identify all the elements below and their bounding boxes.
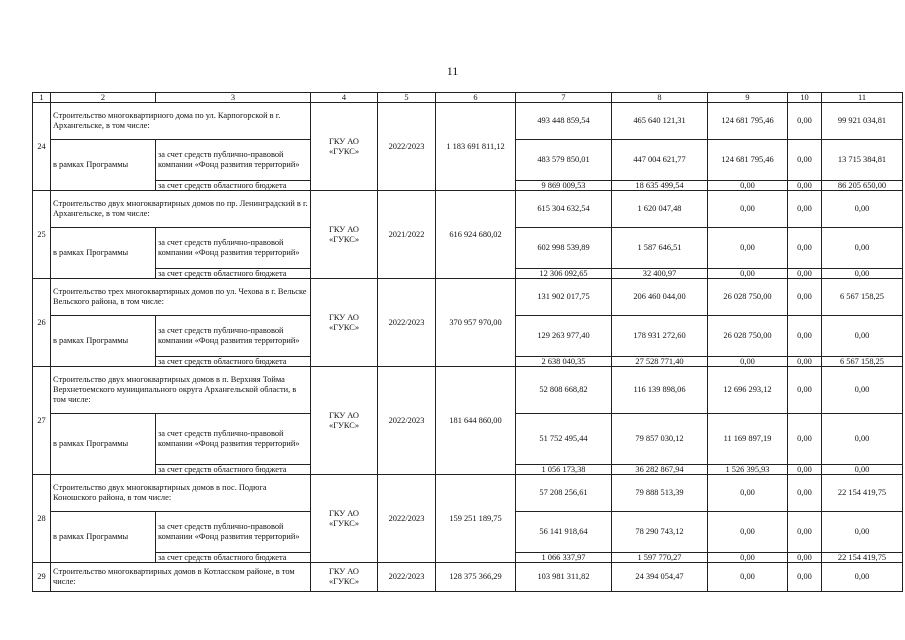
table-row bbox=[33, 103, 903, 140]
total-amount: 99 921 034,81 bbox=[822, 103, 903, 140]
total-amount: 6 567 158,25 bbox=[822, 279, 903, 316]
regional-amount: 0,00 bbox=[788, 465, 822, 475]
object-name: Строительство двух многоквартирных домов в пос. Подюга Коношского района, в том числе: bbox=[51, 475, 311, 512]
estimated-cost: 1 183 691 811,12 bbox=[436, 103, 516, 191]
customer: ГКУ АО «ГУКС» bbox=[311, 367, 378, 475]
regional-amount: 0,00 bbox=[708, 269, 788, 279]
fond-amount: 0,00 bbox=[708, 512, 788, 553]
fond-amount: 0,00 bbox=[822, 228, 903, 269]
fond-amount: 447 004 621,77 bbox=[612, 140, 708, 181]
fond-amount: 0,00 bbox=[708, 228, 788, 269]
program-label: в рамках Программы bbox=[51, 512, 156, 563]
estimated-cost: 181 644 860,00 bbox=[436, 367, 516, 475]
program-label: в рамках Программы bbox=[51, 414, 156, 475]
total-amount: 493 448 859,54 bbox=[516, 103, 612, 140]
customer: ГКУ АО «ГУКС» bbox=[311, 563, 378, 592]
customer: ГКУ АО «ГУКС» bbox=[311, 279, 378, 367]
total-amount: 124 681 795,46 bbox=[708, 103, 788, 140]
total-amount: 206 460 044,00 bbox=[612, 279, 708, 316]
estimated-cost: 370 957 970,00 bbox=[436, 279, 516, 367]
header-cell: 1 bbox=[33, 93, 51, 103]
total-amount: 0,00 bbox=[822, 191, 903, 228]
regional-amount: 86 205 650,00 bbox=[822, 181, 903, 191]
fond-amount: 129 263 977,40 bbox=[516, 316, 612, 357]
total-amount: 0,00 bbox=[788, 367, 822, 414]
header-cell: 6 bbox=[436, 93, 516, 103]
total-amount: 0,00 bbox=[708, 191, 788, 228]
regional-amount: 0,00 bbox=[708, 553, 788, 563]
funding-source-regional: за счет средств областного бюджета bbox=[156, 553, 311, 563]
regional-amount: 6 567 158,25 bbox=[822, 357, 903, 367]
object-name: Строительство многоквартирных домов в Котласском районе, в том числе: bbox=[51, 563, 311, 592]
header-cell: 10 bbox=[788, 93, 822, 103]
fond-amount: 51 752 495,44 bbox=[516, 414, 612, 465]
regional-amount: 12 306 092,65 bbox=[516, 269, 612, 279]
funding-source-regional: за счет средств областного бюджета bbox=[156, 357, 311, 367]
fond-amount: 1 587 646,51 bbox=[612, 228, 708, 269]
header-cell: 7 bbox=[516, 93, 612, 103]
program-label: в рамках Программы bbox=[51, 316, 156, 367]
funding-source-fond: за счет средств публично-правовой компании «Фонд развития территорий» bbox=[156, 512, 311, 553]
total-amount: 615 304 632,54 bbox=[516, 191, 612, 228]
customer: ГКУ АО «ГУКС» bbox=[311, 475, 378, 563]
fond-amount: 78 290 743,12 bbox=[612, 512, 708, 553]
regional-amount: 32 400,97 bbox=[612, 269, 708, 279]
row-number: 24 bbox=[33, 103, 51, 191]
header-cell: 8 bbox=[612, 93, 708, 103]
table-row bbox=[33, 191, 903, 228]
fond-amount: 0,00 bbox=[788, 414, 822, 465]
estimated-cost: 159 251 189,75 bbox=[436, 475, 516, 563]
funding-source-fond: за счет средств публично-правовой компании «Фонд развития территорий» bbox=[156, 140, 311, 181]
construction-period: 2022/2023 bbox=[378, 367, 436, 475]
fond-amount: 79 857 030,12 bbox=[612, 414, 708, 465]
funding-source-fond: за счет средств публично-правовой компании «Фонд развития территорий» bbox=[156, 316, 311, 357]
estimated-cost: 128 375 366,29 bbox=[436, 563, 516, 592]
regional-amount: 0,00 bbox=[788, 553, 822, 563]
construction-period: 2022/2023 bbox=[378, 563, 436, 592]
header-cell: 4 bbox=[311, 93, 378, 103]
regional-amount: 1 526 395,93 bbox=[708, 465, 788, 475]
header-cell: 3 bbox=[156, 93, 311, 103]
regional-amount: 36 282 867,94 bbox=[612, 465, 708, 475]
object-name: Строительство двух многоквартирных домов в п. Верхняя Тойма Верхнетоемского муниципального округа Архангельской области, в том числе: bbox=[51, 367, 311, 414]
funding-source-fond: за счет средств публично-правовой компании «Фонд развития территорий» bbox=[156, 228, 311, 269]
table-row bbox=[33, 563, 903, 592]
fond-amount: 483 579 850,01 bbox=[516, 140, 612, 181]
total-amount: 0,00 bbox=[788, 475, 822, 512]
regional-amount: 2 638 040,35 bbox=[516, 357, 612, 367]
regional-amount: 0,00 bbox=[822, 269, 903, 279]
total-amount: 0,00 bbox=[788, 279, 822, 316]
regional-amount: 0,00 bbox=[822, 465, 903, 475]
total-amount: 22 154 419,75 bbox=[822, 475, 903, 512]
total-amount: 0,00 bbox=[708, 475, 788, 512]
total-amount: 0,00 bbox=[822, 367, 903, 414]
page-number: 11 bbox=[446, 64, 459, 78]
regional-amount: 0,00 bbox=[708, 357, 788, 367]
total-amount: 26 028 750,00 bbox=[708, 279, 788, 316]
header-cell: 5 bbox=[378, 93, 436, 103]
construction-period: 2021/2022 bbox=[378, 191, 436, 279]
fond-amount: 602 998 539,89 bbox=[516, 228, 612, 269]
total-amount: 116 139 898,06 bbox=[612, 367, 708, 414]
regional-amount: 0,00 bbox=[788, 269, 822, 279]
regional-amount: 9 869 009,53 bbox=[516, 181, 612, 191]
header-row bbox=[33, 93, 903, 103]
construction-period: 2022/2023 bbox=[378, 103, 436, 191]
regional-amount: 18 635 499,54 bbox=[612, 181, 708, 191]
fond-amount: 0,00 bbox=[788, 140, 822, 181]
table-row bbox=[33, 279, 903, 316]
header-cell: 11 bbox=[822, 93, 903, 103]
fond-amount: 0,00 bbox=[788, 228, 822, 269]
table-row bbox=[33, 367, 903, 414]
row-number: 28 bbox=[33, 475, 51, 563]
regional-amount: 22 154 419,75 bbox=[822, 553, 903, 563]
total-amount: 0,00 bbox=[788, 103, 822, 140]
total-amount: 0,00 bbox=[708, 563, 788, 592]
funding-source-regional: за счет средств областного бюджета bbox=[156, 181, 311, 191]
total-amount: 24 394 054,47 bbox=[612, 563, 708, 592]
fond-amount: 26 028 750,00 bbox=[708, 316, 788, 357]
row-number: 29 bbox=[33, 563, 51, 592]
regional-amount: 1 066 337,97 bbox=[516, 553, 612, 563]
financing-table bbox=[32, 92, 903, 592]
construction-period: 2022/2023 bbox=[378, 279, 436, 367]
regional-amount: 27 528 771,40 bbox=[612, 357, 708, 367]
row-number: 26 bbox=[33, 279, 51, 367]
total-amount: 0,00 bbox=[822, 563, 903, 592]
fond-amount: 0,00 bbox=[822, 414, 903, 465]
regional-amount: 1 056 173,38 bbox=[516, 465, 612, 475]
header-cell: 2 bbox=[51, 93, 156, 103]
total-amount: 52 808 668,82 bbox=[516, 367, 612, 414]
total-amount: 0,00 bbox=[788, 563, 822, 592]
program-label: в рамках Программы bbox=[51, 140, 156, 191]
fond-amount: 13 715 384,81 bbox=[822, 140, 903, 181]
row-number: 25 bbox=[33, 191, 51, 279]
total-amount: 131 902 017,75 bbox=[516, 279, 612, 316]
total-amount: 79 888 513,39 bbox=[612, 475, 708, 512]
regional-amount: 1 597 770,27 bbox=[612, 553, 708, 563]
funding-source-regional: за счет средств областного бюджета bbox=[156, 465, 311, 475]
total-amount: 465 640 121,31 bbox=[612, 103, 708, 140]
construction-period: 2022/2023 bbox=[378, 475, 436, 563]
object-name: Строительство многоквартирного дома по ул. Карпогорской в г. Архангельске, в том числе: bbox=[51, 103, 311, 140]
fond-amount: 178 931 272,60 bbox=[612, 316, 708, 357]
estimated-cost: 616 924 680,02 bbox=[436, 191, 516, 279]
table-row bbox=[33, 475, 903, 512]
fond-amount: 124 681 795,46 bbox=[708, 140, 788, 181]
fond-amount: 0,00 bbox=[822, 316, 903, 357]
object-name: Строительство двух многоквартирных домов по пр. Ленинградский в г. Архангельске, в том числе: bbox=[51, 191, 311, 228]
funding-source-fond: за счет средств публично-правовой компании «Фонд развития территорий» bbox=[156, 414, 311, 465]
total-amount: 57 208 256,61 bbox=[516, 475, 612, 512]
funding-source-regional: за счет средств областного бюджета bbox=[156, 269, 311, 279]
fond-amount: 56 141 918,64 bbox=[516, 512, 612, 553]
header-cell: 9 bbox=[708, 93, 788, 103]
program-label: в рамках Программы bbox=[51, 228, 156, 279]
regional-amount: 0,00 bbox=[788, 357, 822, 367]
total-amount: 1 620 047,48 bbox=[612, 191, 708, 228]
regional-amount: 0,00 bbox=[788, 181, 822, 191]
customer: ГКУ АО «ГУКС» bbox=[311, 191, 378, 279]
fond-amount: 0,00 bbox=[788, 316, 822, 357]
regional-amount: 0,00 bbox=[708, 181, 788, 191]
fond-amount: 0,00 bbox=[822, 512, 903, 553]
total-amount: 103 981 311,82 bbox=[516, 563, 612, 592]
total-amount: 12 696 293,12 bbox=[708, 367, 788, 414]
total-amount: 0,00 bbox=[788, 191, 822, 228]
fond-amount: 0,00 bbox=[788, 512, 822, 553]
customer: ГКУ АО «ГУКС» bbox=[311, 103, 378, 191]
object-name: Строительство трех многоквартирных домов по ул. Чехова в г. Вельске Вельского района, в том числе: bbox=[51, 279, 311, 316]
fond-amount: 11 169 897,19 bbox=[708, 414, 788, 465]
row-number: 27 bbox=[33, 367, 51, 475]
